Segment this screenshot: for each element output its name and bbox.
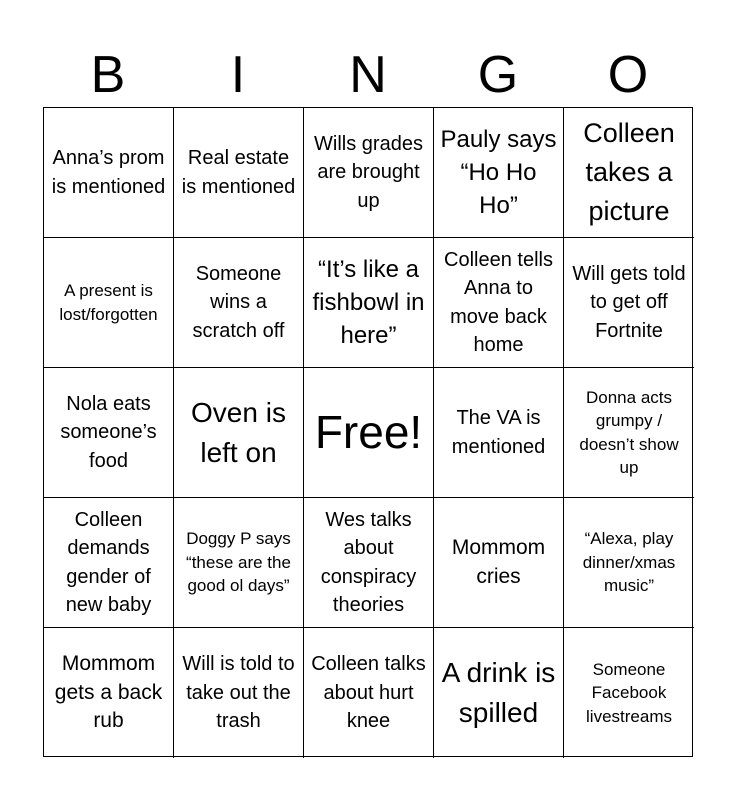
cell-text: Colleen takes a picture bbox=[583, 117, 675, 227]
bingo-header bbox=[43, 45, 693, 105]
bingo-grid bbox=[43, 107, 693, 757]
bingo-cell-r2-c0[interactable] bbox=[44, 368, 174, 498]
cell-text: Nola eats someone’s food bbox=[60, 392, 157, 472]
header-letter-o: O bbox=[607, 46, 649, 104]
bingo-cell-r4-c3[interactable] bbox=[434, 628, 564, 758]
bingo-cell-r3-c1[interactable] bbox=[174, 498, 304, 628]
bingo-cell-r2-c4[interactable] bbox=[564, 368, 694, 498]
cell-text: A drink is spilled bbox=[441, 657, 556, 728]
bingo-cell-r2-c3[interactable] bbox=[434, 368, 564, 498]
bingo-cell-r0-c0[interactable] bbox=[44, 108, 174, 238]
header-letter-g: G bbox=[477, 46, 519, 104]
bingo-cell-r3-c0[interactable] bbox=[44, 498, 174, 628]
cell-text: Wills grades are brought up bbox=[314, 132, 423, 212]
cell-text: Oven is left on bbox=[191, 396, 286, 468]
bingo-cell-r0-c2[interactable] bbox=[304, 108, 434, 238]
cell-text: Anna’s prom is mentioned bbox=[51, 147, 166, 198]
cell-text: Will gets told to get off Fortnite bbox=[572, 262, 686, 342]
bingo-cell-r4-c2[interactable] bbox=[304, 628, 434, 758]
bingo-cell-r1-c4[interactable] bbox=[564, 238, 694, 368]
cell-text: Colleen demands gender of new baby bbox=[65, 508, 152, 616]
bingo-cell-r4-c0[interactable] bbox=[44, 628, 174, 758]
cell-text: Will is told to take out the trash bbox=[182, 653, 295, 733]
cell-text: “It’s like a fishbowl in here” bbox=[312, 255, 425, 350]
cell-text: Someone wins a scratch off bbox=[192, 262, 285, 342]
cell-text: “Alexa, play dinner/xmas music” bbox=[582, 529, 676, 596]
cell-text: The VA is mentioned bbox=[451, 407, 546, 458]
cell-text: Donna acts grumpy / doesn’t show up bbox=[579, 387, 679, 477]
bingo-cell-r3-c4[interactable] bbox=[564, 498, 694, 628]
cell-text: Colleen tells Anna to move back home bbox=[444, 248, 553, 356]
bingo-cell-r2-c1[interactable] bbox=[174, 368, 304, 498]
bingo-cell-free[interactable] bbox=[304, 368, 434, 498]
bingo-cell-r1-c0[interactable] bbox=[44, 238, 174, 368]
header-letter-b: B bbox=[90, 46, 126, 104]
cell-text: Real estate is mentioned bbox=[181, 147, 296, 198]
bingo-cell-r3-c2[interactable] bbox=[304, 498, 434, 628]
bingo-cell-r0-c1[interactable] bbox=[174, 108, 304, 238]
cell-text: Mommom cries bbox=[451, 535, 546, 588]
header-letter-i: I bbox=[230, 46, 246, 104]
bingo-cell-r1-c1[interactable] bbox=[174, 238, 304, 368]
bingo-cell-r4-c1[interactable] bbox=[174, 628, 304, 758]
cell-text: Pauly says “Ho Ho Ho” bbox=[440, 125, 557, 220]
cell-text: A present is lost/forgotten bbox=[59, 281, 158, 324]
bingo-cell-r3-c3[interactable] bbox=[434, 498, 564, 628]
cell-text: Mommom gets a back rub bbox=[54, 651, 163, 733]
bingo-cell-r1-c2[interactable] bbox=[304, 238, 434, 368]
bingo-cell-r0-c4[interactable] bbox=[564, 108, 694, 238]
cell-text: Free! bbox=[314, 405, 423, 458]
cell-text: Wes talks about conspiracy theories bbox=[320, 508, 417, 616]
cell-text: Colleen talks about hurt knee bbox=[311, 653, 426, 733]
bingo-cell-r1-c3[interactable] bbox=[434, 238, 564, 368]
cell-text: Doggy P says “these are the good ol days” bbox=[186, 529, 291, 596]
cell-text: Someone Facebook livestreams bbox=[586, 659, 672, 726]
header-letter-n: N bbox=[349, 46, 387, 104]
bingo-cell-r4-c4[interactable] bbox=[564, 628, 694, 758]
bingo-cell-r0-c3[interactable] bbox=[434, 108, 564, 238]
